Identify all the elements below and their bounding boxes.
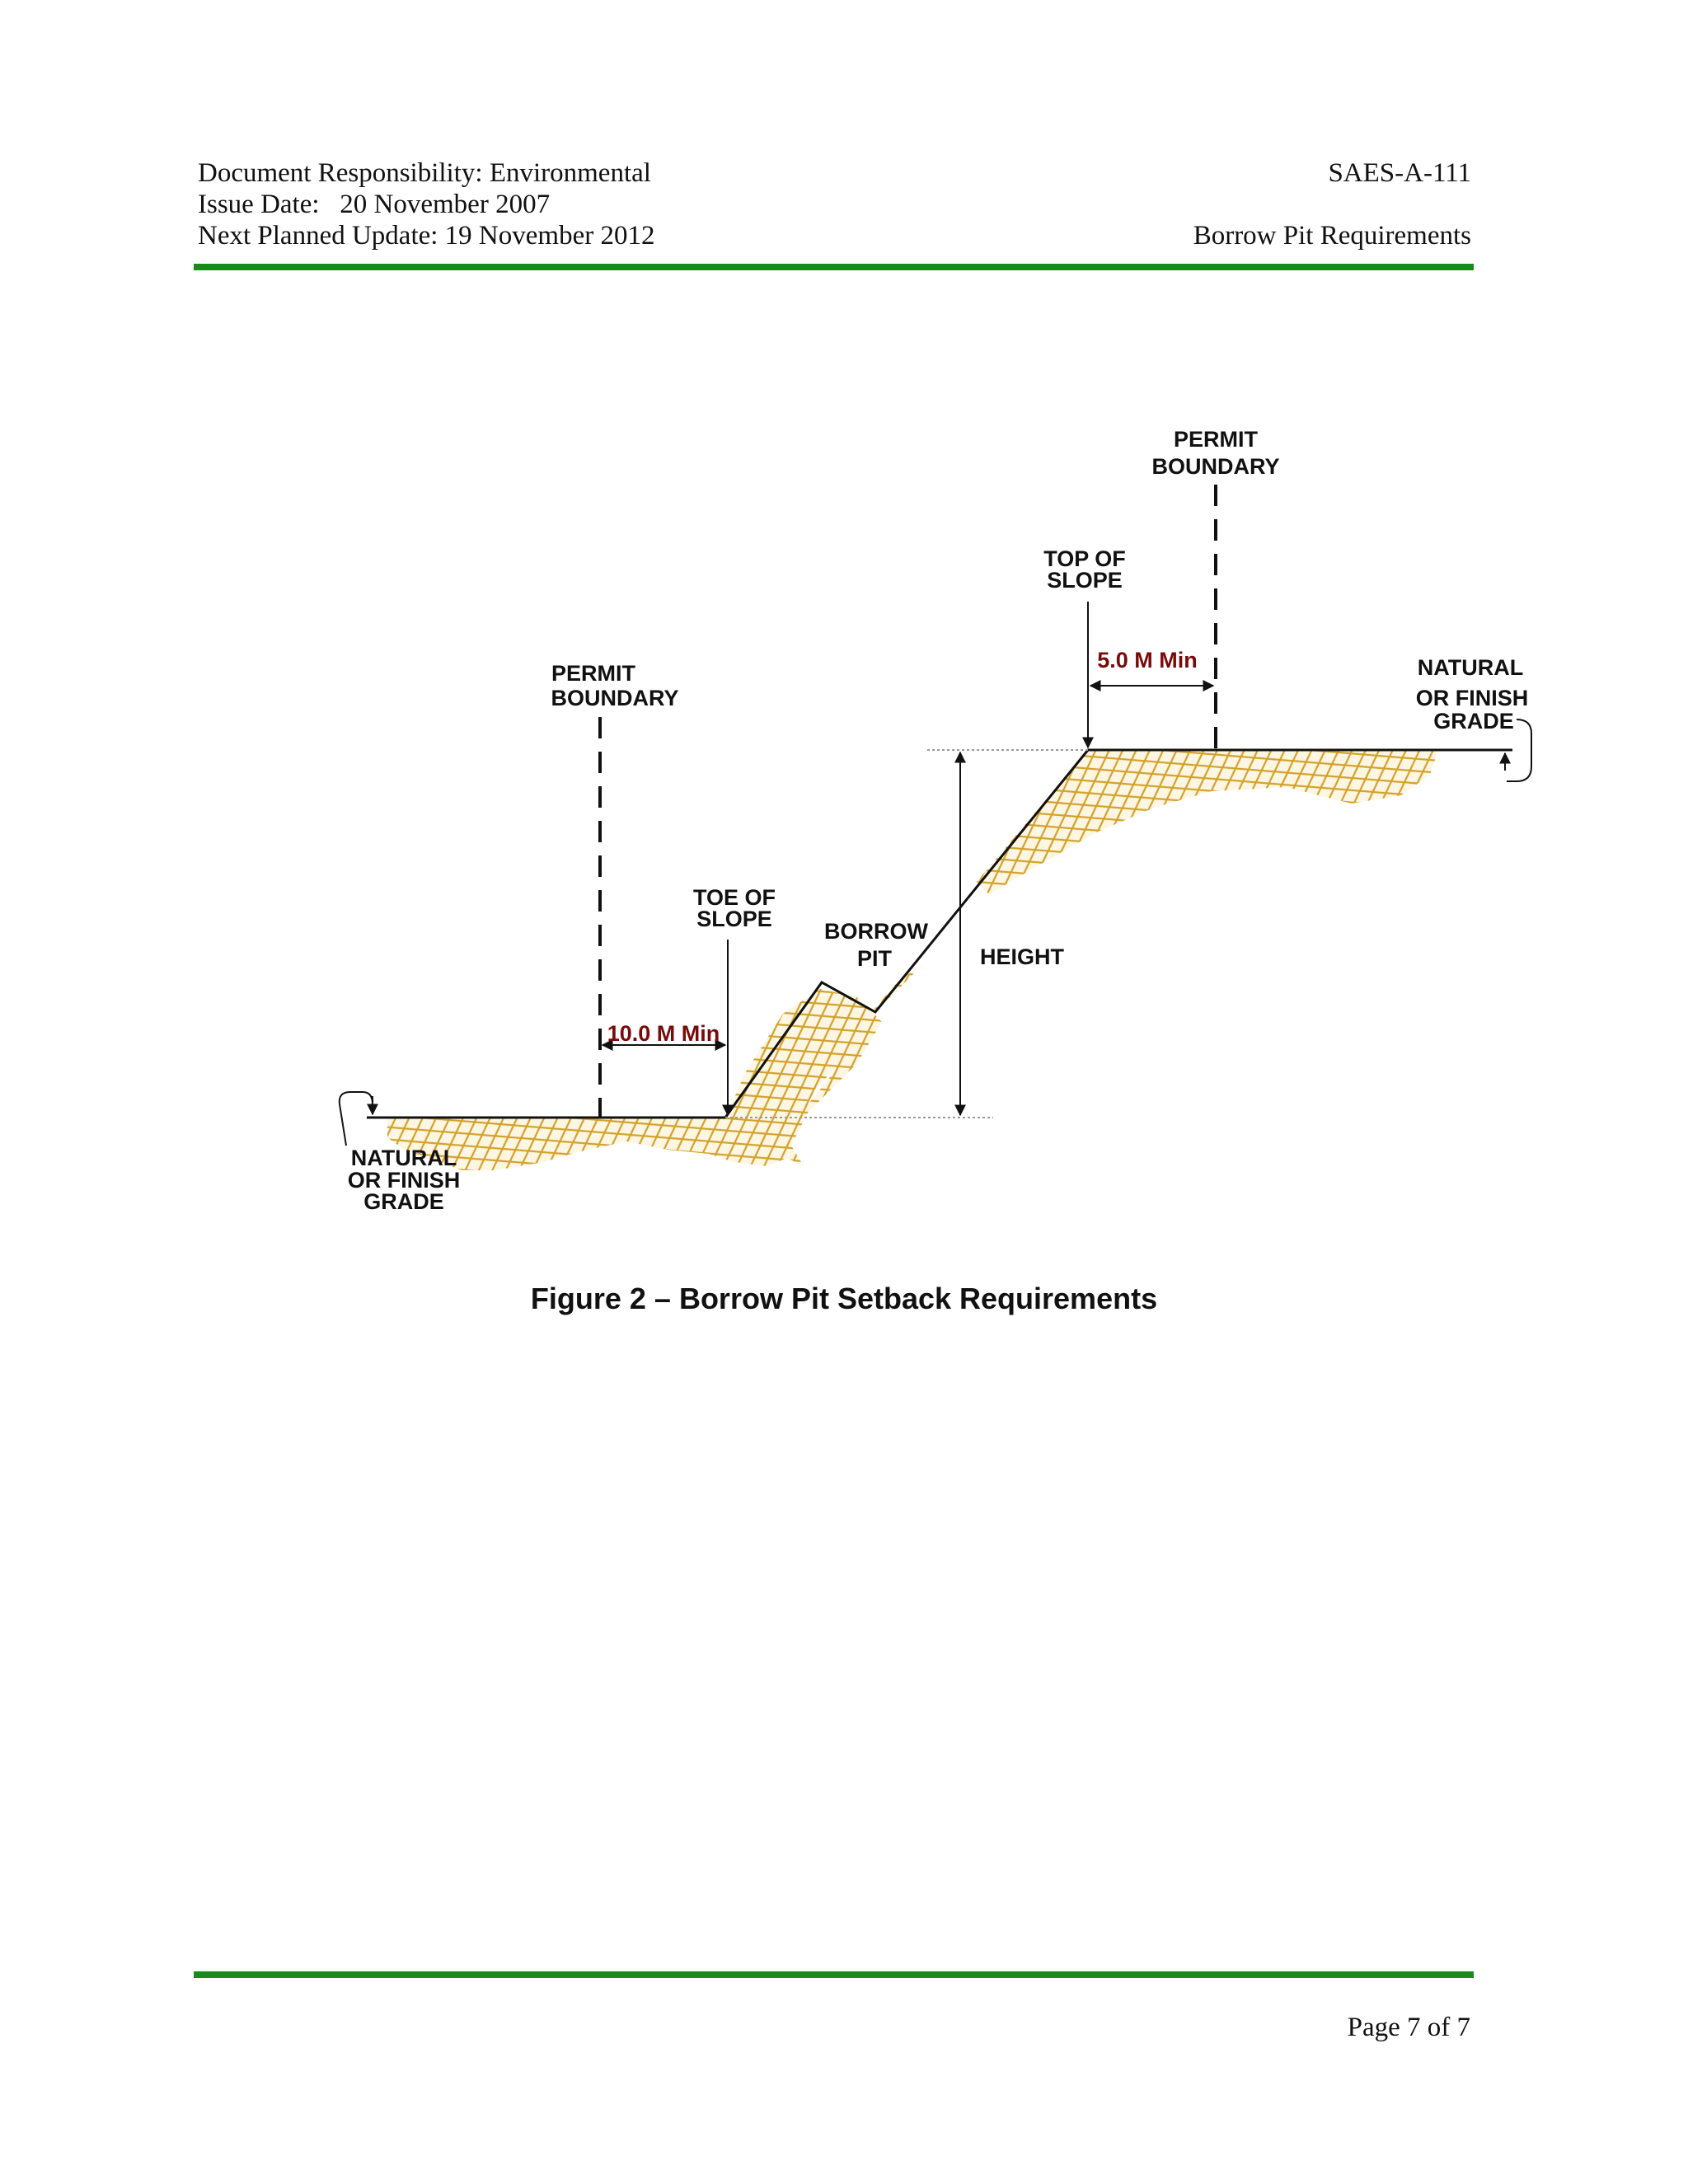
soil-hatch-lower: [387, 989, 874, 1170]
permit-boundary-left-label-1: PERMIT: [551, 661, 636, 686]
natural-grade-right-label-2: OR FINISH: [1415, 686, 1529, 710]
top-of-slope-label-2: SLOPE: [1047, 568, 1123, 593]
toe-of-slope-label-1: TOE OF: [692, 885, 776, 910]
next-planned-update: Next Planned Update: 19 November 2012: [198, 221, 655, 251]
natural-grade-right-label-1: NATURAL: [1417, 655, 1524, 680]
toe-of-slope-label-2: SLOPE: [696, 907, 772, 931]
natural-grade-right-label-3: GRADE: [1433, 709, 1514, 733]
page-number: Page 7 of 7: [1347, 2013, 1470, 2042]
permit-boundary-right-label-2: BOUNDARY: [1151, 454, 1280, 479]
natural-grade-left-label-2: OR FINISH: [347, 1168, 461, 1193]
soil-hatch-upper: [977, 750, 1438, 894]
borrow-pit-label-2: PIT: [856, 946, 893, 971]
setback-right-label: 5.0 M Min: [1097, 648, 1198, 673]
setback-left-label: 10.0 M Min: [607, 1021, 720, 1046]
issue-date: Issue Date: 20 November 2007: [198, 190, 551, 219]
doc-title: Borrow Pit Requirements: [1193, 221, 1471, 251]
permit-boundary-left-label-2: BOUNDARY: [551, 686, 679, 710]
borrow-pit-label-1: BORROW: [824, 919, 928, 944]
natural-grade-left-label-3: GRADE: [363, 1189, 444, 1214]
doc-number: SAES-A-111: [1328, 158, 1471, 188]
natural-grade-left-label-1: NATURAL: [350, 1146, 457, 1170]
figure-caption: Figure 2 – Borrow Pit Setback Requirements: [530, 1282, 1158, 1315]
top-of-slope-label-1: TOP OF: [1043, 546, 1126, 571]
ground-profile: [367, 750, 1512, 1118]
permit-boundary-right-label-1: PERMIT: [1173, 427, 1259, 452]
footer-rule: [194, 1971, 1474, 1978]
height-label: HEIGHT: [979, 944, 1065, 969]
doc-responsibility: Document Responsibility: Environmental: [198, 158, 651, 188]
